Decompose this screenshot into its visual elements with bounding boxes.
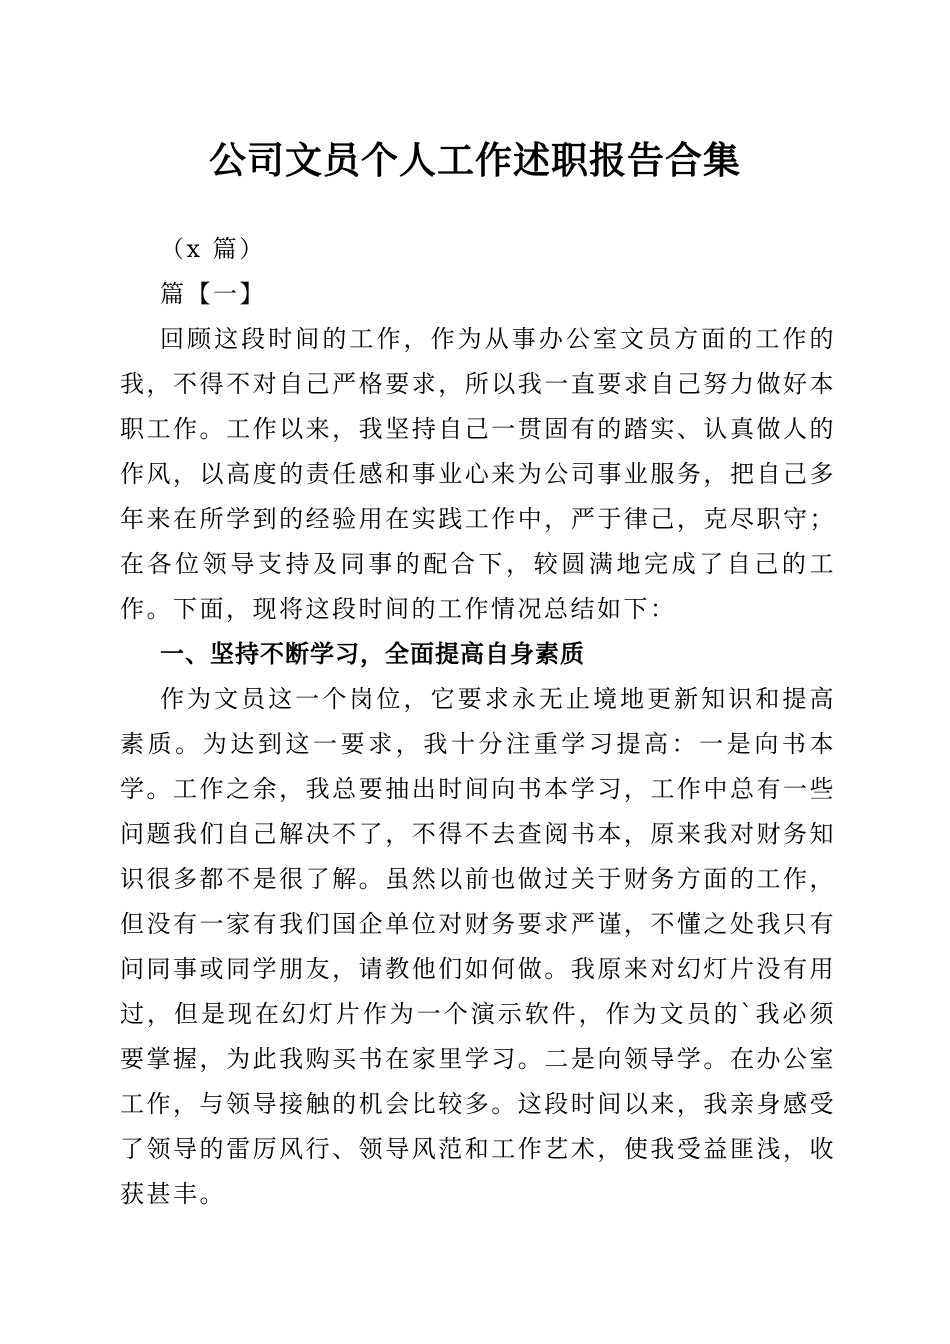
paragraph-intro: 回顾这段时间的工作，作为从事办公室文员方面的工作的我，不得不对自己严格要求，所以我一直要求自己努力做好本职工作。工作以来，我坚持自己一贯固有的踏实、认真做人的作风，以高度的责任感和事业心来为公司事业服务，把自己多年来在所学到的经验用在实践工作中，严于律己，克尽职守；在各位领导支持及同事的配合下，较圆满地完成了自己的工作。下面，现将这段时间的工作情况总结如下： [120, 325, 836, 623]
paragraph-learning: 作为文员这一个岗位，它要求永无止境地更新知识和提高素质。为达到这一要求，我十分注重学习提高：一是向书本学。工作之余，我总要抽出时间向书本学习，工作中总有一些问题我们自己解决不了，不得不去查阅书本，原来我对财务知识很多都不是很了解。虽然以前也做过关于财务方面的工作，但没有一家有我们国企单位对财务要求严谨，不懂之处我只有问同事或同学朋友，请教他们如何做。我原来对幻灯片没有用过，但是现在幻灯片作为一个演示软件，作为文员的`我必须要掌握，为此我购买书在家里学习。二是向领导学。在办公室工作，与领导接触的机会比较多。这段时间以来，我亲身感受了领导的雷厉风行、领导风范和工作艺术，使我受益匪浅，收获甚丰。 [120, 685, 836, 1208]
section-heading: 一、坚持不断学习，全面提高自身素质 [160, 640, 585, 668]
count-note: （x 篇） [160, 235, 266, 263]
document-body [120, 227, 836, 1217]
document-title: 公司文员个人工作述职报告合集 [209, 138, 741, 182]
section-label: 篇【一】 [160, 280, 266, 308]
